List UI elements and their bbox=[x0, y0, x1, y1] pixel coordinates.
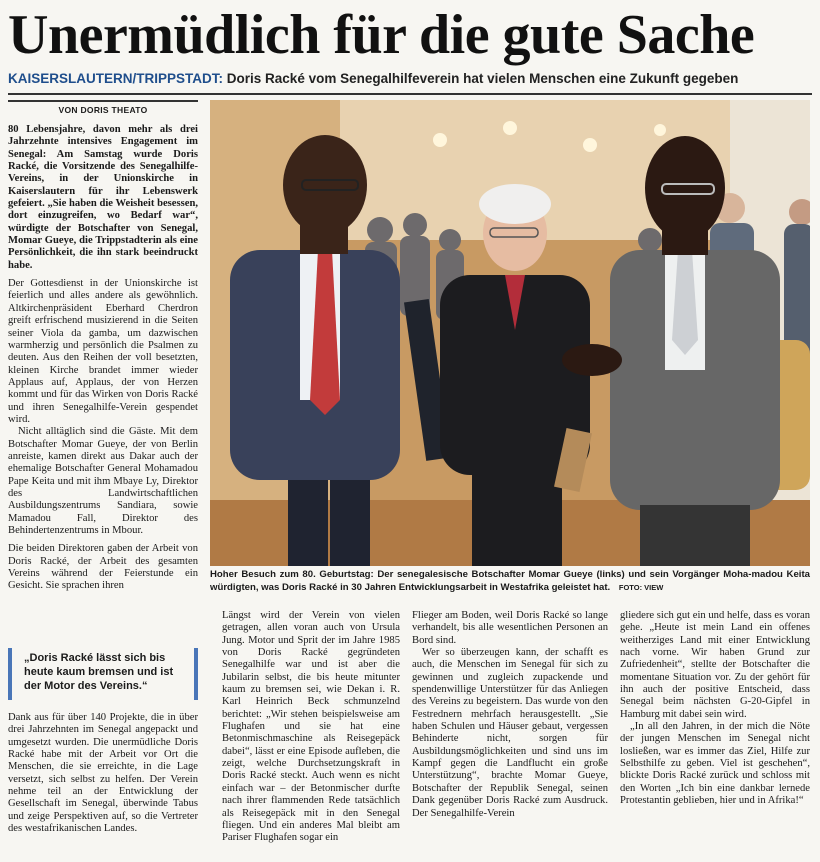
article-photo bbox=[210, 100, 810, 566]
byline: VON DORIS THEATO bbox=[8, 100, 198, 118]
dateline-kicker: KAISERSLAUTERN/TRIPPSTADT: bbox=[8, 71, 224, 86]
headline: Unermüdlich für die gute Sache bbox=[8, 4, 755, 66]
column-1 bbox=[8, 124, 198, 593]
quote-bar-right bbox=[194, 648, 198, 700]
ceiling-light bbox=[583, 138, 597, 152]
lead-paragraph: 80 Lebensjahre, davon mehr als drei Jahrzehnte intensives Engagement im Senegal: Am Samstag wurde Doris Racké, die Vorsitzende des Senegalhilfe-Vereins, in der Unionskirche in Kaiserslautern für ihr Lebenswerk gefeiert. „Sie haben die Weisheit besessen, dort einzugreifen, wo Bedarf war“, würdigte der Botschafter von Senegal, Momar Gueye, die Trippstadterin als eine Persönlichkeit, die ihn stark beeindruckt habe. bbox=[8, 124, 198, 271]
ceiling-light bbox=[503, 121, 517, 135]
paragraph-closing: „In all den Jahren, in der mich die Nöte der jungen Menschen im Senegal nicht losließen, war es immer das Ziel, Hilfe zur Selbsthilfe zu geben. Viel ist geschehen“, blickte Doris Racké zurück und schloss mit den Worten „Ich bin eine dankbar lernede Protestantin geblieben, hier und in Afrika!“ bbox=[620, 721, 810, 807]
subheadline: Doris Racké vom Senegalhilfeverein hat vielen Menschen eine Zukunft gegeben bbox=[226, 71, 739, 86]
paragraph-ambassador: gliedere sich gut ein und helfe, dass es voran gehe. „Heute ist mein Land ein offenes weitherziges Land mit einer Entwicklung nach vorne. Wir haben Grund zur Zufriedenheit“, stellte der Botschafter die momentane Situation vor. Zu der gehört für ihn auch der positive Entscheid, dass Senegal beim nächsten G-20-Gipfel in Hamburg mit dabei sein wird. bbox=[620, 610, 810, 720]
paragraph-airport: Flieger am Boden, weil Doris Racké so lange verhandelt, bis alle wesentlichen Personen an Bord sind. bbox=[412, 610, 608, 646]
paragraph-speakers: Wer so überzeugen kann, der schafft es auch, die Menschen im Senegal für sich zu gewinnen und zugleich zupackende und spendenwillige Unterstützer für das Anliegen des Vereins zu begeistern. Das wurde von den Festrednern mehrfach herausgestellt. „Sie haben Schulen und Häuser gebaut, vergessen Behinderte nicht, sorgen für Ausbildungsmöglichkeiten und sind uns im Kampf gegen die Landflucht ein große Unterstützung“, brachte Momar Gueye, Botschafter der Republik Senegal, seinen Dank gegenüber Doris Racké zum Ausdruck. Der Senegalhilfe-Verein bbox=[412, 647, 608, 819]
paragraph-worship: Der Gottesdienst in der Unionskirche ist feierlich und alles andere als gewöhnlich. Altkirchenpräsident Eberhard Cherdron greift erfrischend musizierend in die Seiten seiner Viola da gamba, um dazwischen warmherzig und persönlich die Psalmen zu deuten. Aus den Reihen der voll besetzten, kleinen Kirche brandet immer wieder Applaus auf, Applaus, der von Herzen kommt und für das Wirken von Doris Racké und ihren Senegalhilfe-Verein gespendet wird. bbox=[8, 278, 198, 425]
photo-illustration bbox=[210, 100, 810, 566]
column-3 bbox=[412, 610, 608, 820]
pull-quote-text: „Doris Racké lässt sich bis heute kaum bremsen und ist der Motor des Vereins.“ bbox=[24, 652, 174, 692]
photo-caption bbox=[210, 568, 810, 596]
paragraph-guests: Nicht alltäglich sind die Gäste. Mit dem Botschafter Momar Gueye, der von Berlin anreiste, kamen direkt aus Dakar auch der ehemalige Botschafter General Mohamadou Pape Keita und mit ihm Mbaye Ly, Direktor des Landwirtschaftlichen Ausbildungszentrums Sandiara, sowie Mamadou Fall, Direktor des Behindertenzentrums in Mbour. bbox=[8, 426, 198, 536]
caption-text: Hoher Besuch zum 80. Geburtstag: Der senegalesische Botschafter Momar Gueye (links) und sein Vorgänger Moha-madou Keita würdigten, was Doris Racké in 30 Jahren Entwicklungsarbeit in Westafrika geleistet hat. bbox=[210, 569, 810, 593]
photo-credit: FOTO: VIEW bbox=[618, 583, 664, 592]
subheadline-line bbox=[8, 70, 818, 88]
pull-quote bbox=[8, 648, 198, 702]
paragraph-directors: Die beiden Direktoren gaben der Arbeit von Doris Racké, der Arbeit des gesamten Vereins während der Feierstunde ein Gesicht. Sie sprachen ihren bbox=[8, 543, 198, 592]
quote-bar-left bbox=[8, 648, 12, 700]
column-2 bbox=[222, 610, 400, 845]
paragraph-projects: Dank aus für über 140 Projekte, die in über drei Jahrzehnten im Senegal angepackt und umgesetzt wurden. Die unermüdliche Doris Racké habe mit der Arbeit vor Ort die Menschen, die sie erreichte, in die Lage versetzt, sich selbst zu helfen. Der Verein nehme teil an der Entwicklung der Gesellschaft im Senegal, überwinde Tabus und zeige Perspektiven auf, so die Vertreter des westafrikanischen Landes. bbox=[8, 712, 198, 835]
header-rule bbox=[8, 93, 812, 95]
paragraph-association: Längst wird der Verein von vielen getragen, allen voran auch von Ursula Jung. Motor und Sprit der im Jahre 1985 von Doris Racké gegründeten Senegalhilfe war und ist aber die Jubilarin selbst, die bis heute mitunter kaum zu bremsen sei, wie Dekan i. R. Karl Heinrich Beck schmunzelnd berichtet: „Wir stehen beispielsweise am Flughafen und sie hat eine Betonmischmaschine als Reisegepäck dabei“, lässt er eine Episode aufleben, die zeigt, welche Durchsetzungskraft in Doris Racké steckt. Auch wenn es nicht einfach war – der Betonmischer durfte nach ihrer flammenden Rede tatsächlich als Reisegepäck mit in den Senegal fliegen. Und ein anderes Mal bleibt am Pariser Flughafen sogar ein bbox=[222, 610, 400, 844]
ceiling-light bbox=[654, 124, 666, 136]
ceiling-light bbox=[433, 133, 447, 147]
column-1-continued bbox=[8, 712, 198, 835]
column-4 bbox=[620, 610, 810, 808]
